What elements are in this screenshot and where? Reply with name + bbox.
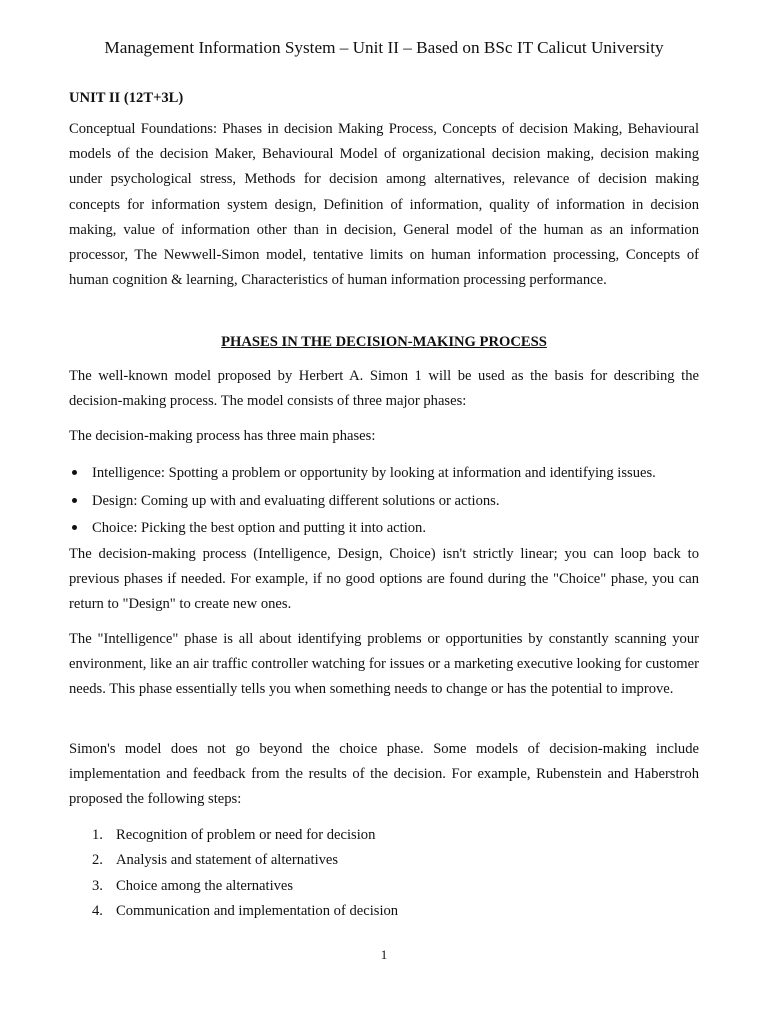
list-item (92, 900, 692, 925)
list-item (69, 517, 709, 545)
intelligence-paragraph: The "Intelligence" phase is all about identifying problems or opportunities by constantly scanning your environment, like an air traffic controller watching for issues or a marketing executive looking for customer needs. This phase essentially tells you when something needs to change or has the potential to improve. (69, 631, 699, 698)
list-item (92, 824, 692, 849)
list-item (69, 462, 709, 490)
step-number: 1. (92, 827, 103, 843)
list-item (69, 490, 709, 518)
step-number: 2. (92, 852, 103, 869)
bullet-icon (72, 525, 77, 530)
loop-paragraph: The decision-making process (Intelligence, Design, Choice) isn't strictly linear; you can loop back to previous phases if needed. For example, if no good options are found during the "Choice" phase, you can return to "Design" to create new ones. (69, 546, 699, 613)
step-text: Recognition of problem or need for decision (116, 827, 376, 843)
page-header: Management Information System – Unit II – Based on BSc IT Calicut University (104, 38, 664, 57)
bullet-icon (72, 470, 77, 475)
bullet-icon (72, 498, 77, 503)
step-number: 3. (92, 877, 103, 894)
phases-list (69, 462, 709, 545)
intro-paragraph: The well-known model proposed by Herbert A. Simon 1 will be used as the basis for describing the decision-making process. The model consists of three major phases: (69, 368, 699, 410)
phase-design: Design: Coming up with and evaluating different solutions or actions. (92, 492, 500, 509)
step-text: Choice among the alternatives (116, 877, 294, 894)
list-item (92, 849, 692, 874)
steps-list (92, 824, 692, 925)
unit-title: UNIT II (12T+3L) (69, 90, 184, 106)
simon-paragraph: Simon's model does not go beyond the choice phase. Some models of decision-making include implementation and feedback from the results of the decision. For example, Rubenstein and Haberstroh proposed the following steps: (69, 741, 699, 808)
step-number: 4. (92, 902, 103, 919)
phase-intelligence: Intelligence: Spotting a problem or opportunity by looking at information and identifying issues. (92, 465, 656, 481)
section-heading: PHASES IN THE DECISION-MAKING PROCESS (221, 334, 547, 350)
page-number: 1 (380, 947, 388, 962)
step-text: Communication and implementation of decision (116, 902, 399, 919)
phase-choice: Choice: Picking the best option and putting it into action. (92, 520, 426, 536)
list-item (92, 875, 692, 900)
syllabus-paragraph: Conceptual Foundations: Phases in decision Making Process, Concepts of decision Making, Behavioural models of the decision Maker, Behavioural Model of organizational decision making, decision making under psychological stress, Methods for decision among alternatives, relevance of decision making concepts for information system design, Definition of information, quality of information in decision making, value of information other than in decision, General model of the human as an information processor, The Newwell-Simon model, tentative limits on human information processing, Concepts of human cognition & learning, Characteristics of human information processing performance. (69, 121, 699, 289)
phases-intro: The decision-making process has three main phases: (69, 428, 376, 444)
step-text: Analysis and statement of alternatives (116, 852, 339, 869)
